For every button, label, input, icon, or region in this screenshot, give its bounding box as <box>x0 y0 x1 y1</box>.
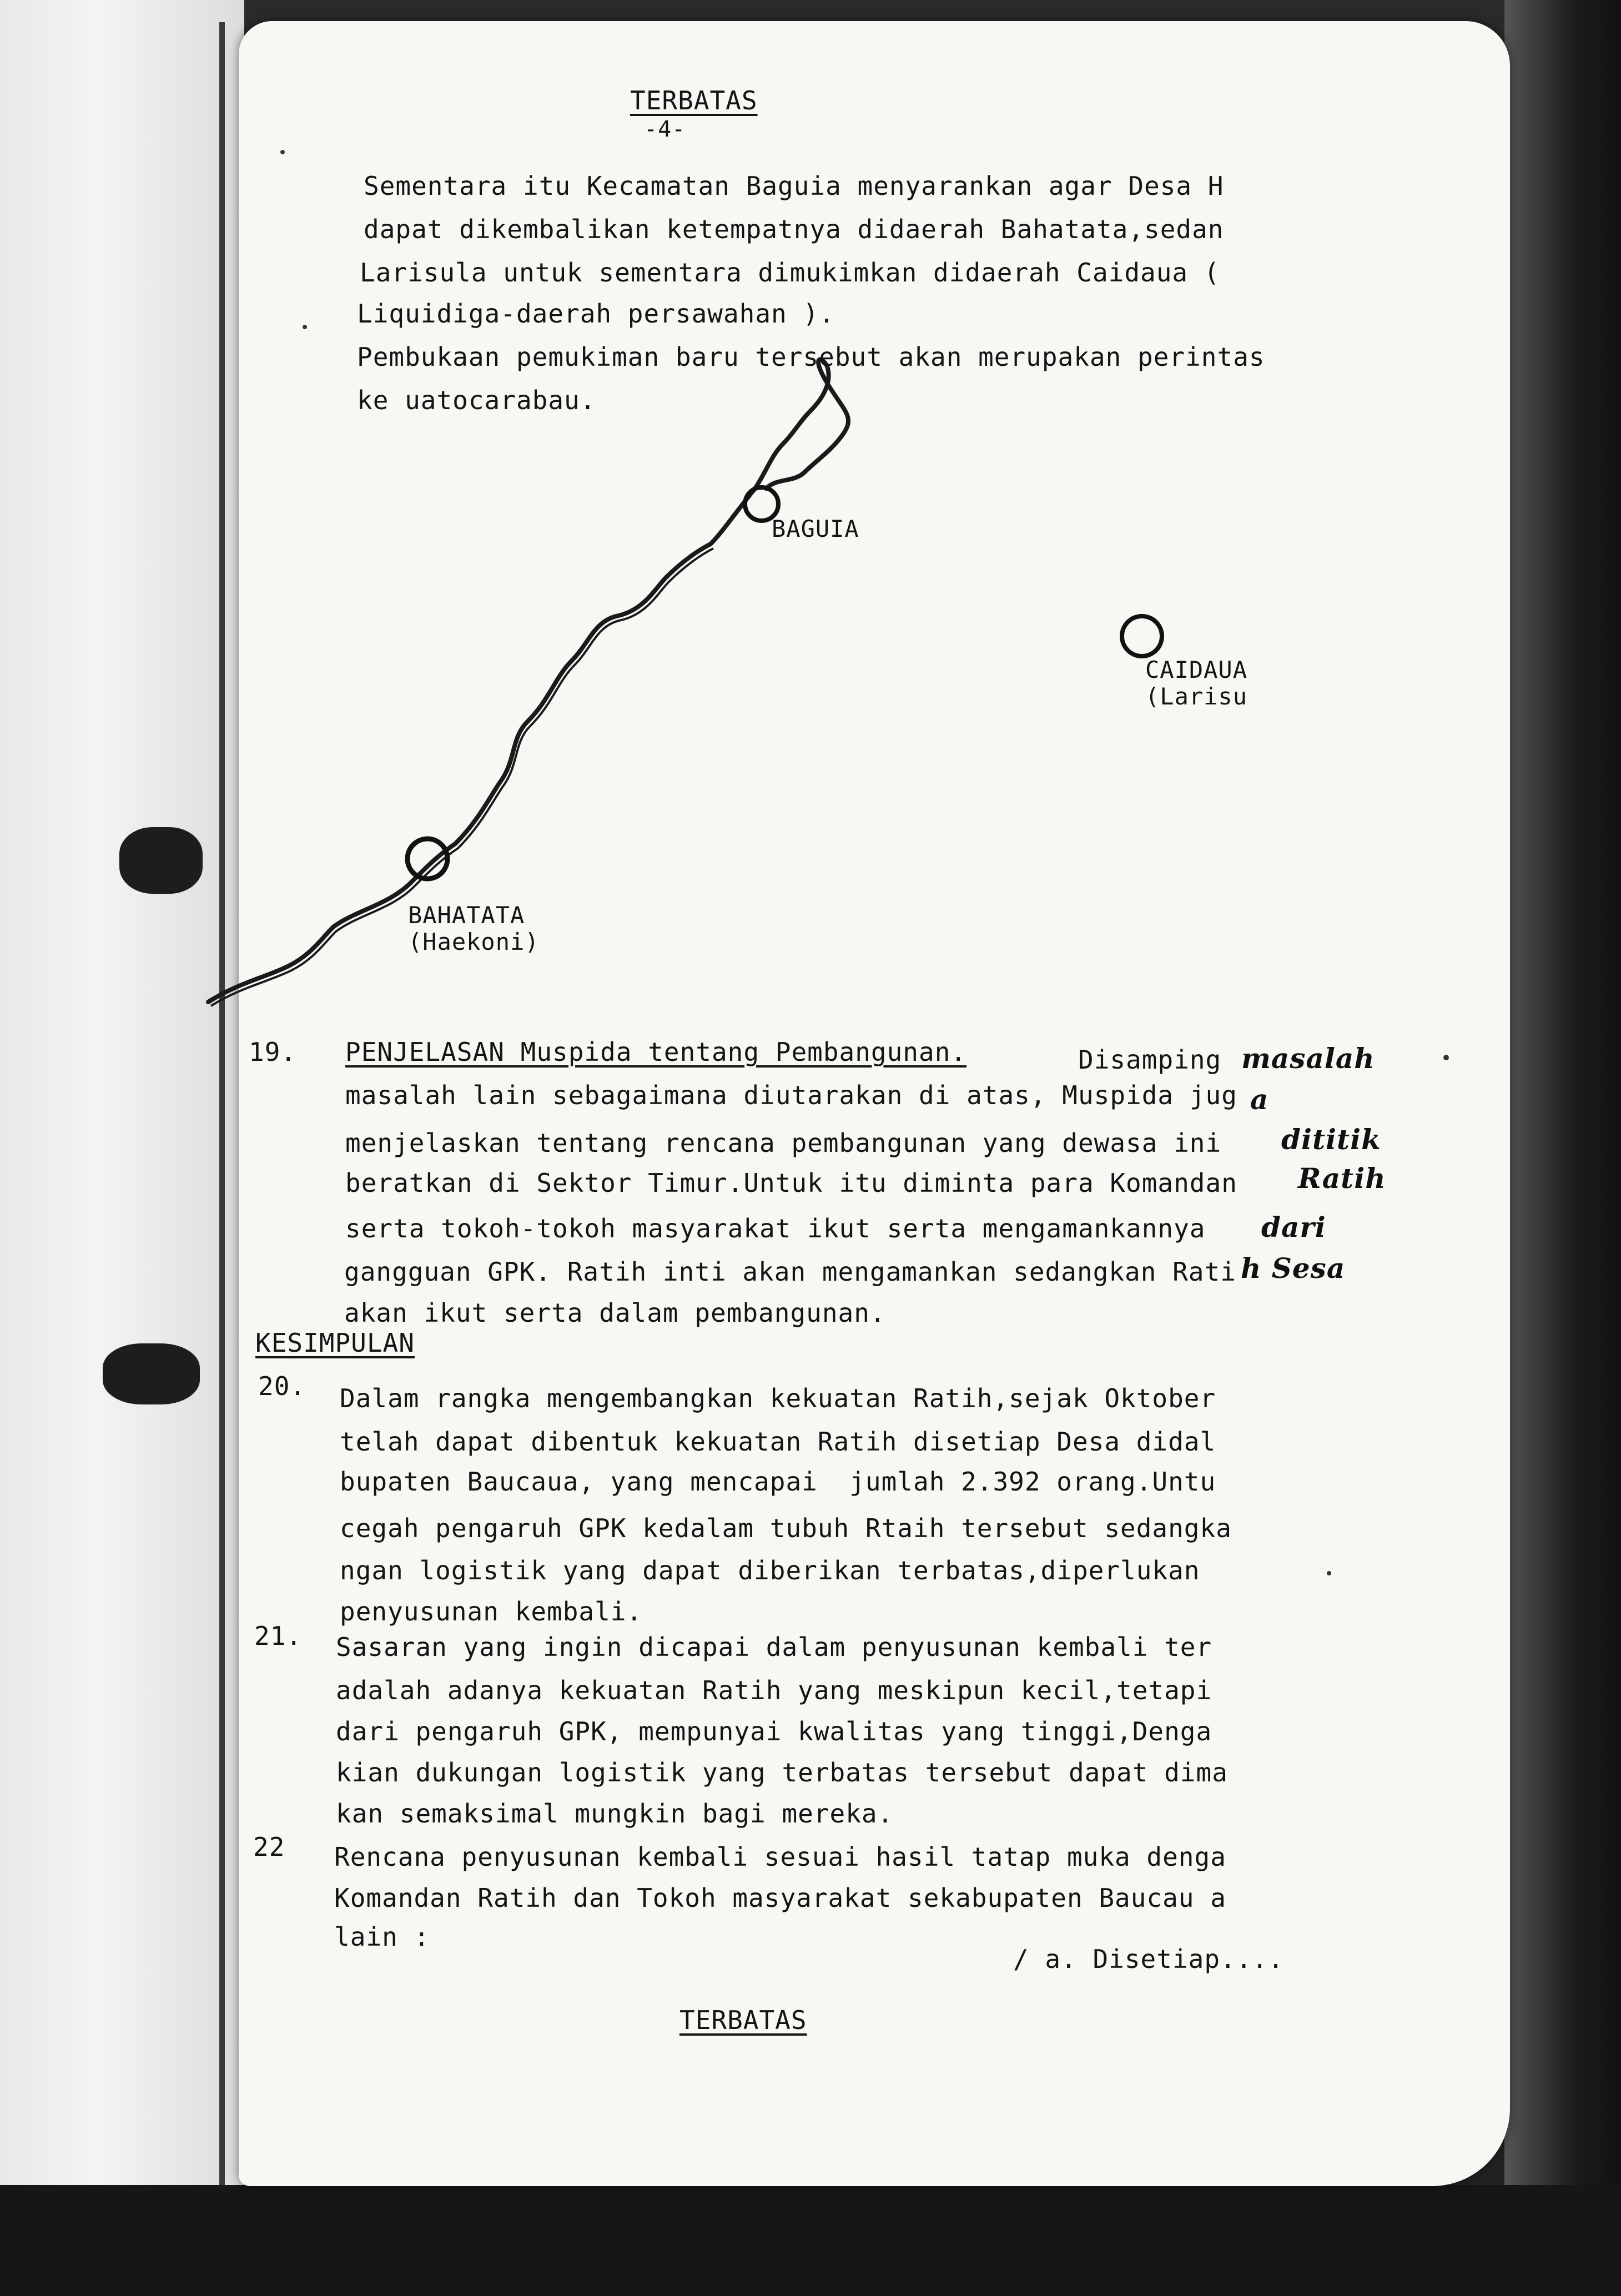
item-line: kian dukungan logistik yang terbatas tersebut dapat dima <box>336 1758 1228 1788</box>
item-number: 20. <box>258 1371 306 1401</box>
map-label-bahatata-sub: (Haekoni) <box>408 928 540 955</box>
item-line: cegah pengaruh GPK kedalam tubuh Rtaih tersebut sedangka <box>340 1513 1232 1543</box>
margin-mark <box>1327 1571 1331 1575</box>
item-number: 22 <box>253 1832 285 1862</box>
kesimpulan-heading: KESIMPULAN <box>255 1328 415 1358</box>
margin-mark <box>280 150 285 154</box>
section-line: akan ikut serta dalam pembangunan. <box>344 1298 886 1328</box>
intro-line: Pembukaan pemukiman baru tersebut akan merupakan perintas <box>357 342 1265 372</box>
item-number: 21. <box>254 1621 303 1651</box>
handwritten-note: a <box>1250 1083 1269 1116</box>
item-line: penyusunan kembali. <box>340 1597 643 1627</box>
map-label-baguia: BAGUIA <box>772 515 859 542</box>
intro-line: ke uatocarabau. <box>357 385 596 415</box>
handwritten-note: dititik <box>1281 1123 1381 1156</box>
handwritten-note: h Sesa <box>1241 1252 1346 1285</box>
section-text: Disamping <box>1078 1045 1222 1075</box>
caidaua-marker <box>1122 616 1162 656</box>
handwritten-note: masalah <box>1241 1042 1375 1075</box>
item-line: Sasaran yang ingin dicapai dalam penyusunan kembali ter <box>336 1632 1212 1662</box>
item-line: Komandan Ratih dan Tokoh masyarakat sekabupaten Baucau a <box>334 1883 1226 1913</box>
intro-line: dapat dikembalikan ketempatnya didaerah Bahatata,sedan <box>364 214 1224 244</box>
item-line: Dalam rangka mengembangkan kekuatan Ratih,sejak Oktober <box>340 1383 1216 1413</box>
item-line: telah dapat dibentuk kekuatan Ratih disetiap Desa didal <box>340 1427 1216 1457</box>
route-line <box>208 360 848 1002</box>
handwritten-note: Ratih <box>1298 1162 1386 1195</box>
section-heading: PENJELASAN Muspida tentang Pembangunan. <box>345 1037 967 1067</box>
item-line: dari pengaruh GPK, mempunyai kwalitas yang tinggi,Denga <box>336 1716 1212 1746</box>
section-line: beratkan di Sektor Timur.Untuk itu diminta para Komandan <box>345 1168 1237 1198</box>
map-label-caidaua: CAIDAUA <box>1145 656 1248 683</box>
margin-mark <box>1443 1055 1449 1060</box>
page-number: -4- <box>644 117 686 142</box>
section-line: masalah lain sebagaimana diutarakan di atas, Muspida jug <box>345 1080 1237 1110</box>
item-line: bupaten Baucaua, yang mencapai jumlah 2.392 orang.Untu <box>340 1467 1216 1497</box>
section-line: serta tokoh-tokoh masyarakat ikut serta mengamankannya <box>345 1214 1206 1243</box>
map-label-bahatata: BAHATATA <box>408 902 525 929</box>
intro-line: Liquidiga-daerah persawahan ). <box>357 299 835 329</box>
map-label-caidaua-sub: (Larisu <box>1145 683 1248 710</box>
item-line: lain : <box>334 1922 430 1952</box>
item-line: ngan logistik yang dapat diberikan terbatas,diperlukan <box>340 1555 1200 1585</box>
section-line: gangguan GPK. Ratih inti akan mengamankan sedangkan Rati <box>344 1257 1236 1287</box>
margin-mark <box>303 325 307 329</box>
section-number: 19. <box>249 1037 297 1067</box>
handwritten-note: dari <box>1261 1211 1326 1243</box>
footer-classification: TERBATAS <box>679 2005 807 2035</box>
intro-line: Larisula untuk sementara dimukimkan didaerah Caidaua ( <box>360 258 1220 288</box>
header-classification: TERBATAS <box>630 85 758 115</box>
item-line: Rencana penyusunan kembali sesuai hasil tatap muka denga <box>334 1842 1226 1872</box>
intro-line: Sementara itu Kecamatan Baguia menyarankan agar Desa H <box>364 171 1224 201</box>
continuation-marker: / a. Disetiap.... <box>1013 1944 1284 1974</box>
section-line: menjelaskan tentang rencana pembangunan yang dewasa ini <box>345 1128 1222 1158</box>
item-line: kan semaksimal mungkin bagi mereka. <box>336 1799 894 1829</box>
item-line: adalah adanya kekuatan Ratih yang meskipun kecil,tetapi <box>336 1675 1212 1705</box>
